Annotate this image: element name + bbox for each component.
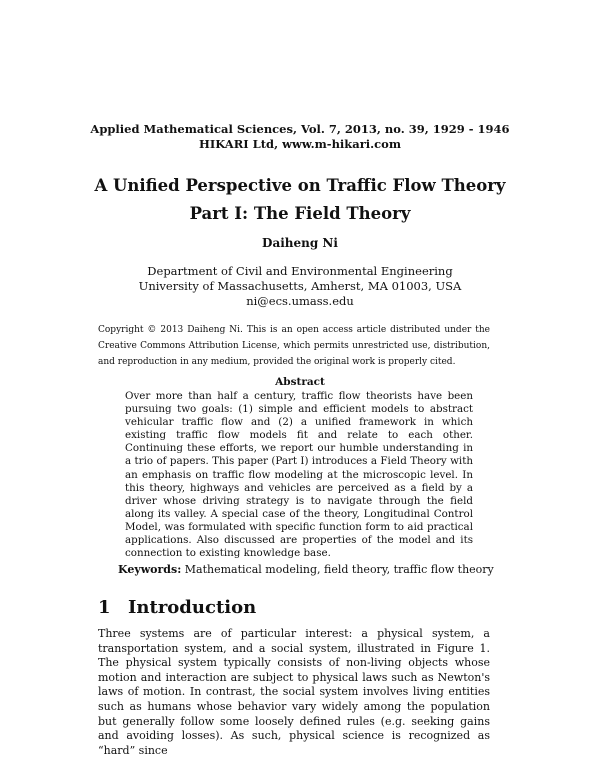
paper-title-line-2: Part I: The Field Theory <box>189 204 411 223</box>
abstract-heading: Abstract <box>275 376 325 388</box>
keywords <box>118 563 498 576</box>
section-title: Introduction <box>128 597 257 618</box>
author-name: Daiheng Ni <box>262 236 338 250</box>
author-email: ni@ecs.umass.edu <box>246 294 354 308</box>
section-body-text: Three systems are of particular interest: a physical system, a transportation system, and a social system, illustrated in Figure 1. The physical system typically consists of non-living objects whose motion and interaction are subject to physical laws such as Newton's laws of motion. In contrast, the social system involves living entities such as humans whose behavior vary widely among the population but generally follow some loosely defined rules (e.g. seeking gains and avoiding losses). As such, physical science is recognized as “hard” since <box>98 627 490 757</box>
keywords-label: Keywords: <box>118 563 182 576</box>
journal-header <box>0 122 600 152</box>
copyright-notice: Copyright © 2013 Daiheng Ni. This is an open access article distributed under the Creative Commons Attribution License, which permits unrestricted use, distribution, and reproduction in any medium, provided the original work is properly cited. <box>98 325 490 367</box>
publisher-line: HIKARI Ltd, www.m-hikari.com <box>199 137 401 151</box>
journal-citation: Applied Mathematical Sciences, Vol. 7, 2013, no. 39, 1929 - 1946 <box>90 122 510 136</box>
author-department: Department of Civil and Environmental Engineering <box>147 264 453 278</box>
author-affiliation <box>0 264 600 309</box>
abstract-text: Over more than half a century, traffic flow theorists have been pursuing two goals: (1) simple and efficient models to abstract vehicular traffic flow and (2) a unified framework in which existing traffic flow models fit and relate to each other. Continuing these efforts, we report our humble understanding in a trio of papers. This paper (Part I) introduces a Field Theory with an emphasis on traffic flow modeling at the microscopic level. In this theory, highways and vehicles are perceived as a field by a driver whose driving strategy is to navigate through the field along its valley. A special case of the theory, Longitudinal Control Model, was formulated with specific function form to aid practical applications. Also discussed are properties of the model and its connection to existing knowledge base. <box>125 390 473 560</box>
paper-title-line-1: A Unified Perspective on Traffic Flow Theory <box>94 176 506 195</box>
keywords-text: Mathematical modeling, field theory, traffic flow theory <box>184 563 494 576</box>
section-heading <box>98 597 256 618</box>
section-number: 1 <box>98 597 111 618</box>
author-university: University of Massachusetts, Amherst, MA 01003, USA <box>138 279 462 293</box>
